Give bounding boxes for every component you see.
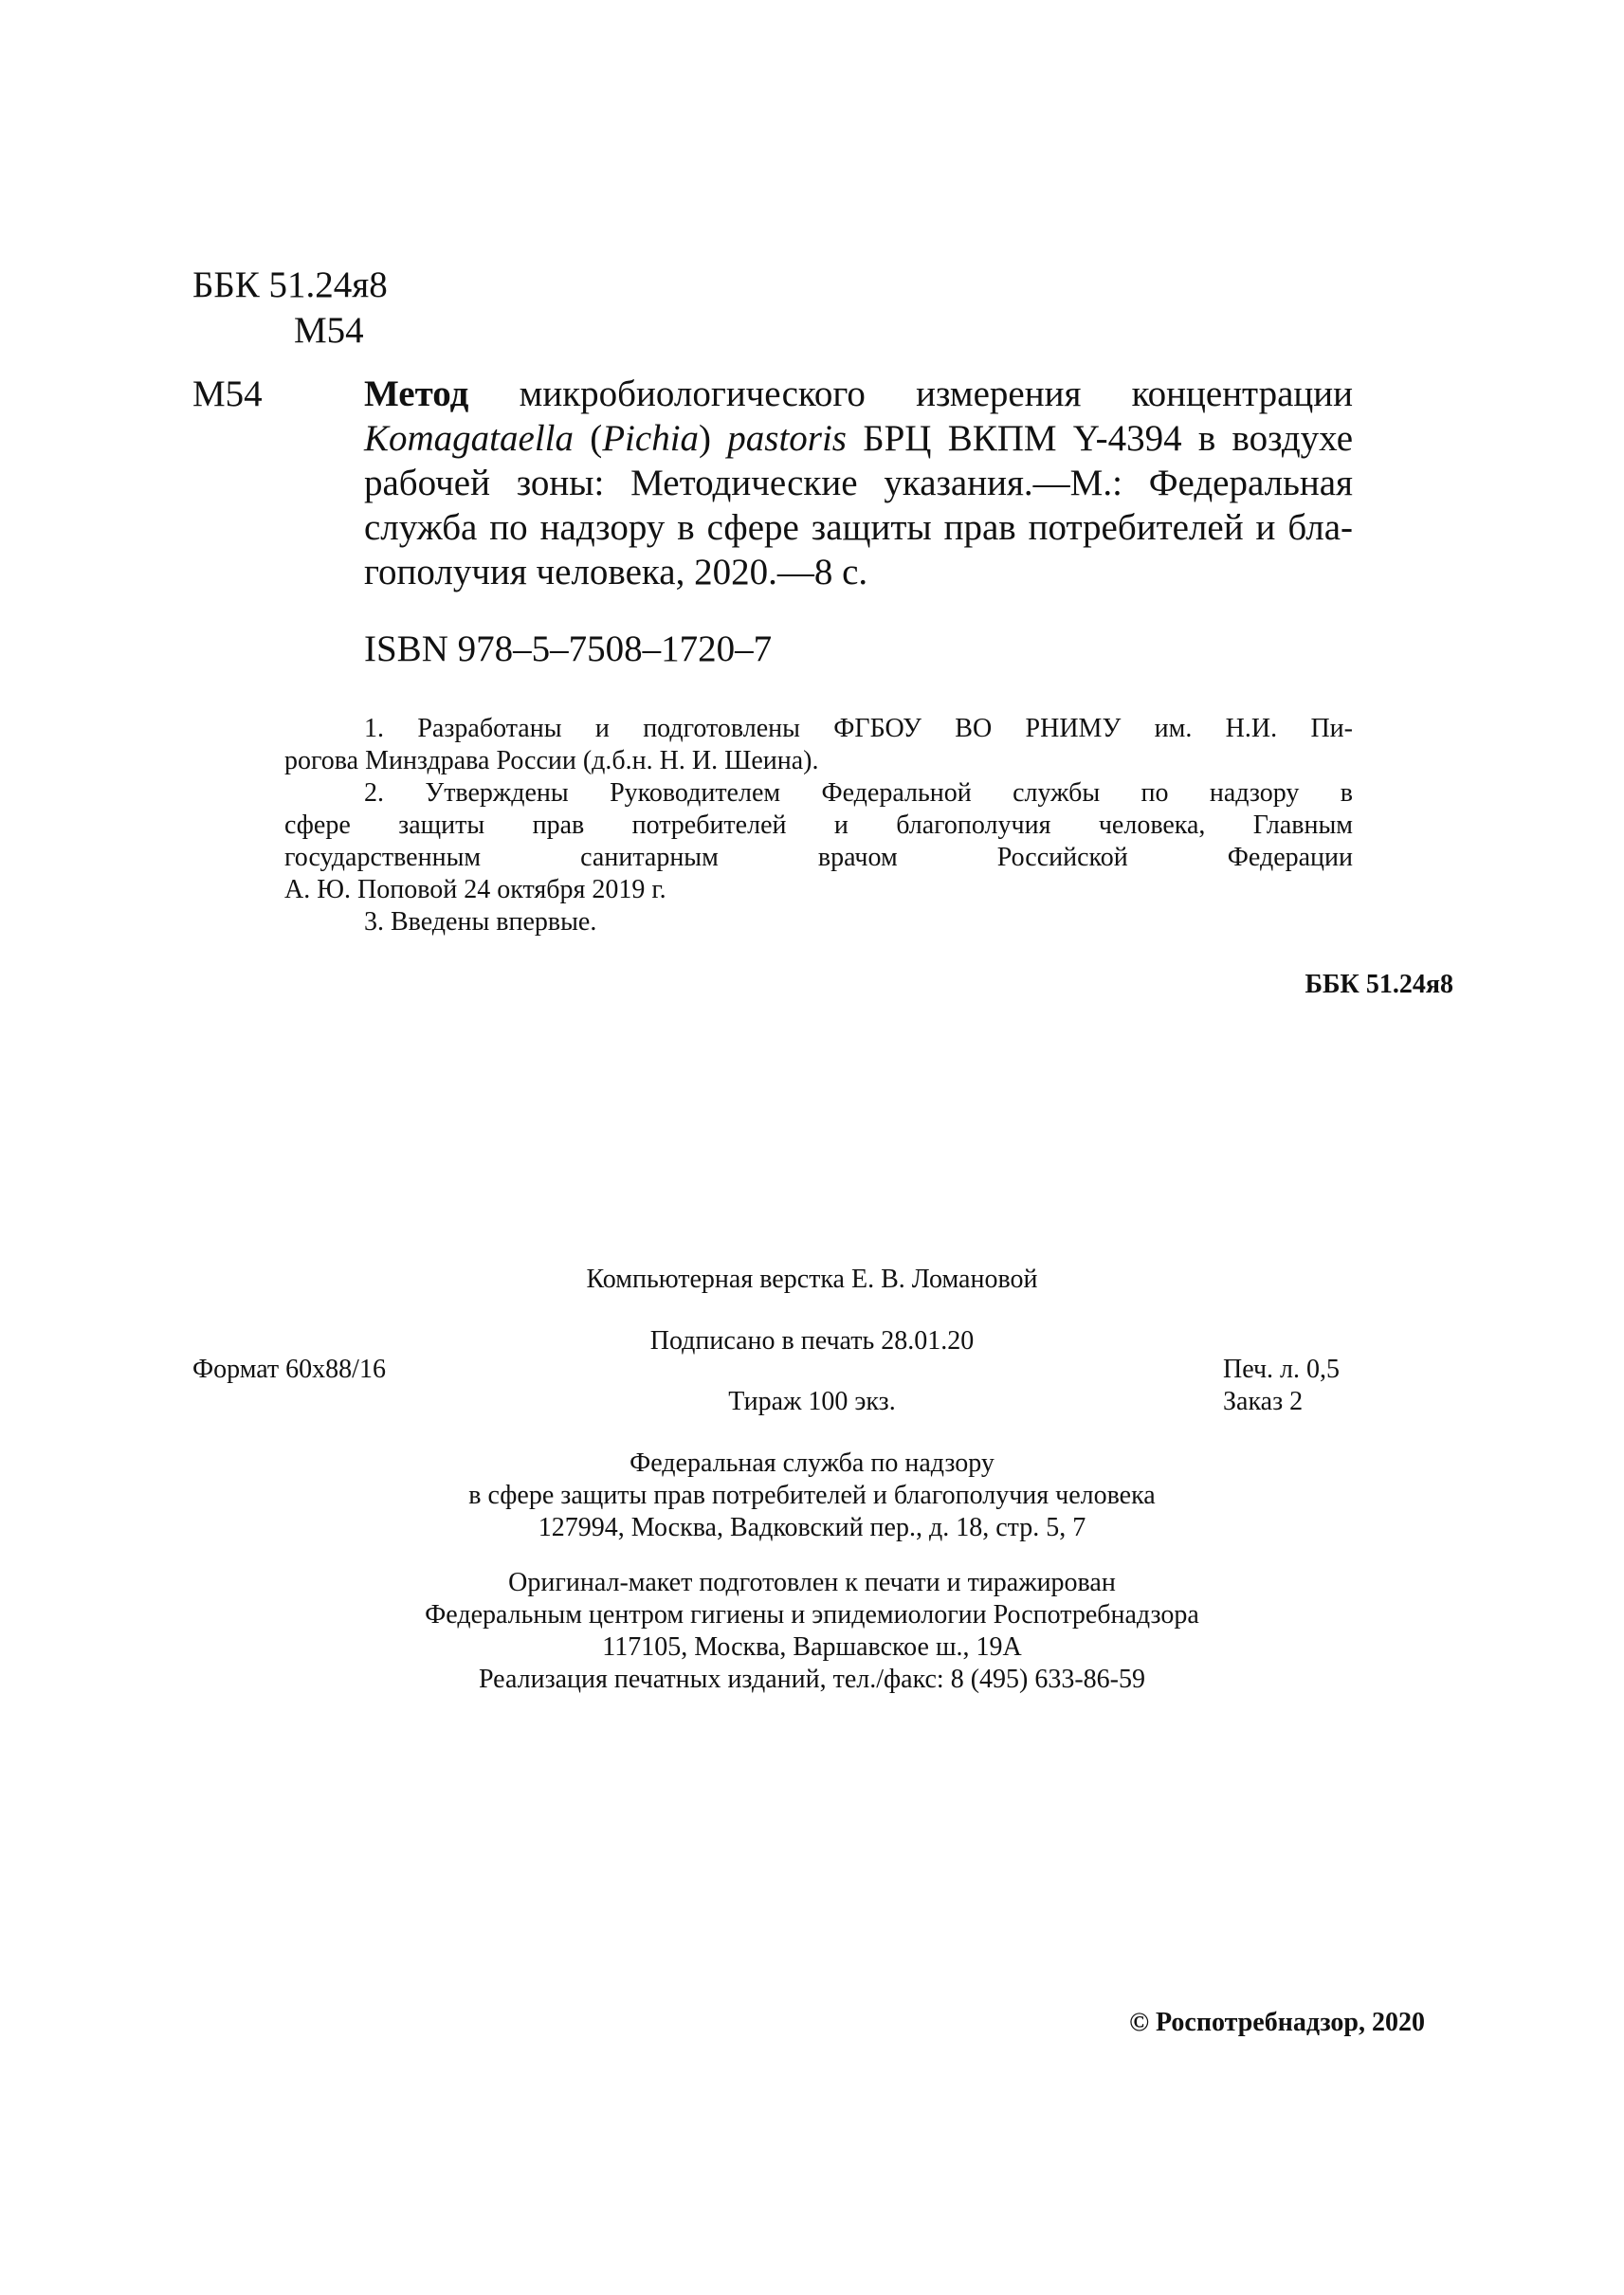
- note-2-line-1: 2. Утверждены Руководителем Федеральной службы по надзору в: [364, 778, 1353, 808]
- print-run: Тираж 100 экз.: [728, 1387, 896, 1416]
- copyright: © Роспотребнадзор, 2020: [1129, 2008, 1425, 2037]
- printer-line-1: Оригинал-макет подготовлен к печати и тиражирован: [508, 1568, 1116, 1597]
- species-alt: Pichia: [602, 418, 700, 459]
- note-1-line-2: рогова Минздрава России (д.б.н. Н. И. Шеина).: [284, 746, 819, 775]
- bibliographic-entry: [364, 372, 1353, 594]
- entry-line-5: гополучия человека, 2020.—8 с.: [364, 552, 868, 592]
- printer-line-2: Федеральным центром гигиены и эпидемиологии Роспотребнадзора: [425, 1600, 1199, 1630]
- species-epithet: pastoris: [727, 418, 847, 459]
- paper-format: Формат 60x88/16: [192, 1355, 386, 1384]
- order-number: Заказ 2: [1223, 1387, 1304, 1416]
- note-2-line-2: сфере защиты прав потребителей и благополучия человека, Главным: [284, 811, 1353, 840]
- layout-credit: Компьютерная верстка Е. В. Ломановой: [586, 1265, 1038, 1294]
- entry-line-2: Komagataella (Pichia) pastoris БРЦ ВКПМ Y-4394 в воздухе: [364, 418, 1354, 459]
- note-2-line-4: А. Ю. Поповой 24 октября 2019 г.: [284, 875, 666, 904]
- species-genus: Komagataella: [364, 418, 574, 459]
- entry-mark: М54: [192, 373, 263, 414]
- entry-line-1: Метод микробиологического измерения концентрации: [364, 373, 1354, 414]
- printed-sheets: Печ. л. 0,5: [1223, 1355, 1341, 1384]
- entry-line-4: служба по надзору в сфере защиты прав потребителей и бла-: [364, 507, 1353, 548]
- author-mark: М54: [294, 310, 364, 351]
- note-2-line-3: государственным санитарным врачом Российской Федерации: [284, 843, 1353, 872]
- entry-line-3: рабочей зоны: Методические указания.—М.: Федеральная: [364, 463, 1353, 503]
- publisher-line-2: в сфере защиты прав потребителей и благополучия человека: [468, 1481, 1156, 1510]
- printer-block: [0, 1567, 1624, 1696]
- isbn: ISBN 978–5–7508–1720–7: [364, 628, 773, 669]
- publisher-line-1: Федеральная служба по надзору: [630, 1448, 994, 1478]
- note-1-line-1: 1. Разработаны и подготовлены ФГБОУ ВО РНИМУ им. Н.И. Пи-: [364, 714, 1353, 743]
- bbk-code: ББК 51.24я8: [192, 264, 388, 305]
- signed-to-print: Подписано в печать 28.01.20: [649, 1326, 975, 1356]
- printer-line-3: 117105, Москва, Варшавское ш., 19А: [602, 1632, 1022, 1662]
- printer-line-4: Реализация печатных изданий, тел./факс: 8 (495) 633-86-59: [478, 1665, 1146, 1694]
- entry-title-bold: Метод: [364, 373, 469, 414]
- bbk-bottom: ББК 51.24я8: [1305, 970, 1453, 999]
- publisher-block: [0, 1448, 1624, 1544]
- publisher-line-3: 127994, Москва, Вадковский пер., д. 18, стр. 5, 7: [538, 1513, 1086, 1542]
- note-3: 3. Введены впервые.: [364, 907, 597, 937]
- notes: [284, 713, 1353, 938]
